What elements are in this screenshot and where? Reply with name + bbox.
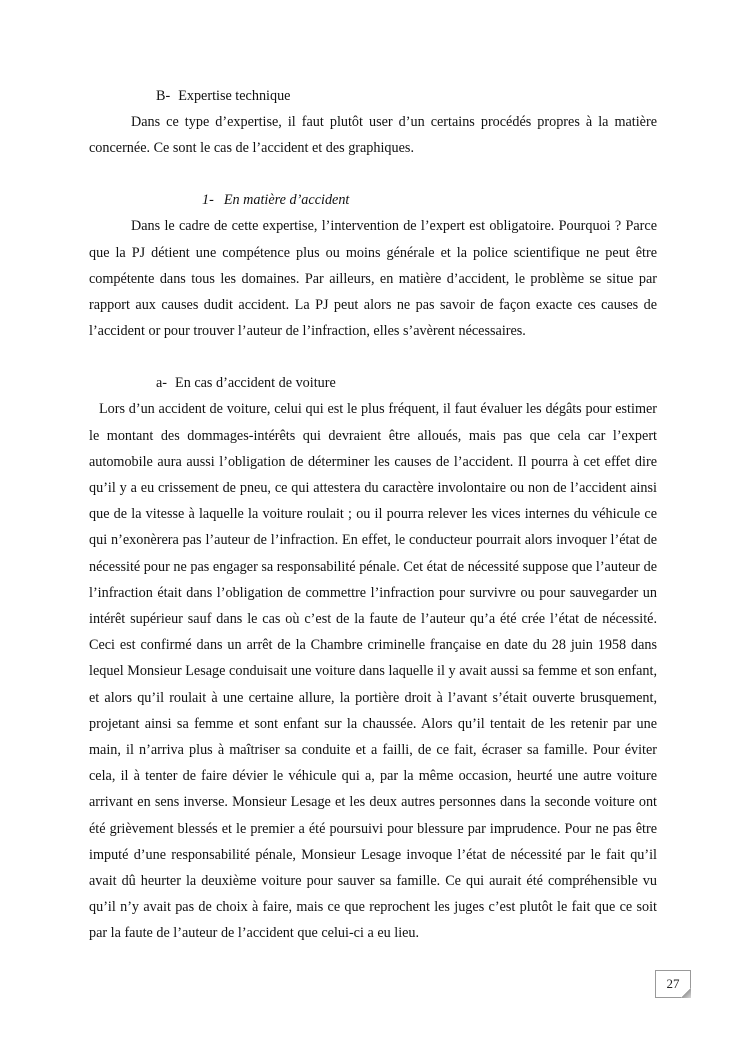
page-corner-fold xyxy=(681,988,691,998)
section-1-title: En matière d’accident xyxy=(223,192,350,209)
section-1-heading xyxy=(202,187,657,213)
section-a-title: En cas d’accident de voiture xyxy=(175,375,336,392)
section-b-heading xyxy=(156,83,657,109)
page-number: 27 xyxy=(666,976,680,991)
document-page xyxy=(89,83,657,947)
section-b-number: B- xyxy=(156,88,171,104)
section-a-paragraph: Lors d’un accident de voiture, celui qui est le plus fréquent, il faut évaluer les dégâts pour estimer le montant des dommages-intérêts qui devraient être alloués, mais pas que cela car l’expert automobile aura aussi l’obligation de déterminer les causes de l’accident. Il pourra à cet effet dire qu’il y a eu crissement de pneu, ce qui attestera du caractère involontaire ou non de l’accident ainsi que de la vitesse à laquelle la voiture roulait ; ou il pourra relever les vices internes du véhicule ce qui n’exonèrera pas l’auteur de l’infraction. En effet, le conducteur pourrait alors invoquer l’état de nécessité pour ne pas engager sa responsabilité pénale. Cet état de nécessité suppose que l’auteur de l’infraction était dans l’obligation de commettre l’infraction pour survivre ou pour sauvegarder un intérêt supérieur sauf dans le cas où c’est de la faute de l’auteur qu’a été crée l’état de nécessité. Ceci est confirmé dans un arrêt de la Chambre criminelle française en date du 28 juin 1958 dans lequel Monsieur Lesage conduisait une voiture dans laquelle il y avait aussi sa femme et son enfant, et alors qu’il roulait à une certaine allure, la portière droit à l’avant s’était ouverte brusquement, projetant ainsi sa femme et sont enfant sur la chaussée. Alors qu’il tentait de les retenir par une main, il n’arriva plus à maîtriser sa conduite et a failli, de ce fait, écraser sa famille. Pour éviter cela, il à tenter de faire dévier le véhicule qui a, par la même occasion, heurté une autre voiture arrivant en sens inverse. Monsieur Lesage et les deux autres personnes dans la seconde voiture ont été grièvement blessés et le premier a été poursuivi pour blessure par imprudence. Pour ne pas être imputé d’une responsabilité pénale, Monsieur Lesage invoque l’état de nécessité par le fait qu’il avait dû heurter la deuxième voiture pour sauver sa famille. Ce qui aurait été compréhensible vu qu’il n’y avait pas de choix à faire, mais ce que reprochent les juges c’est plutôt le fait que ce soit par la faute de l’auteur de l’accident que celui-ci a eu lieu. xyxy=(89,401,657,942)
section-a-heading xyxy=(156,370,657,396)
section-1-paragraph: Dans le cadre de cette expertise, l’intervention de l’expert est obligatoire. Pourquoi ? Parce que la PJ détient une compétence plus ou moins générale et la police scientifique ne peut être compétente dans tous les domaines. Par ailleurs, en matière d’accident, le problème se situe par rapport aux causes dudit accident. La PJ peut alors ne pas savoir de façon exacte ces causes de l’accident or pour trouver l’auteur de l’infraction, elles s’avèrent nécessaires. xyxy=(89,218,657,340)
section-1-number: 1- xyxy=(202,192,214,209)
intro-paragraph: Dans ce type d’expertise, il faut plutôt user d’un certains procédés propres à la matière concernée. Ce sont le cas de l’accident et des graphiques. xyxy=(89,114,657,157)
section-b-title: Expertise technique xyxy=(178,88,291,104)
spacer xyxy=(89,161,657,187)
section-a-number: a- xyxy=(156,375,168,392)
spacer xyxy=(89,344,657,370)
